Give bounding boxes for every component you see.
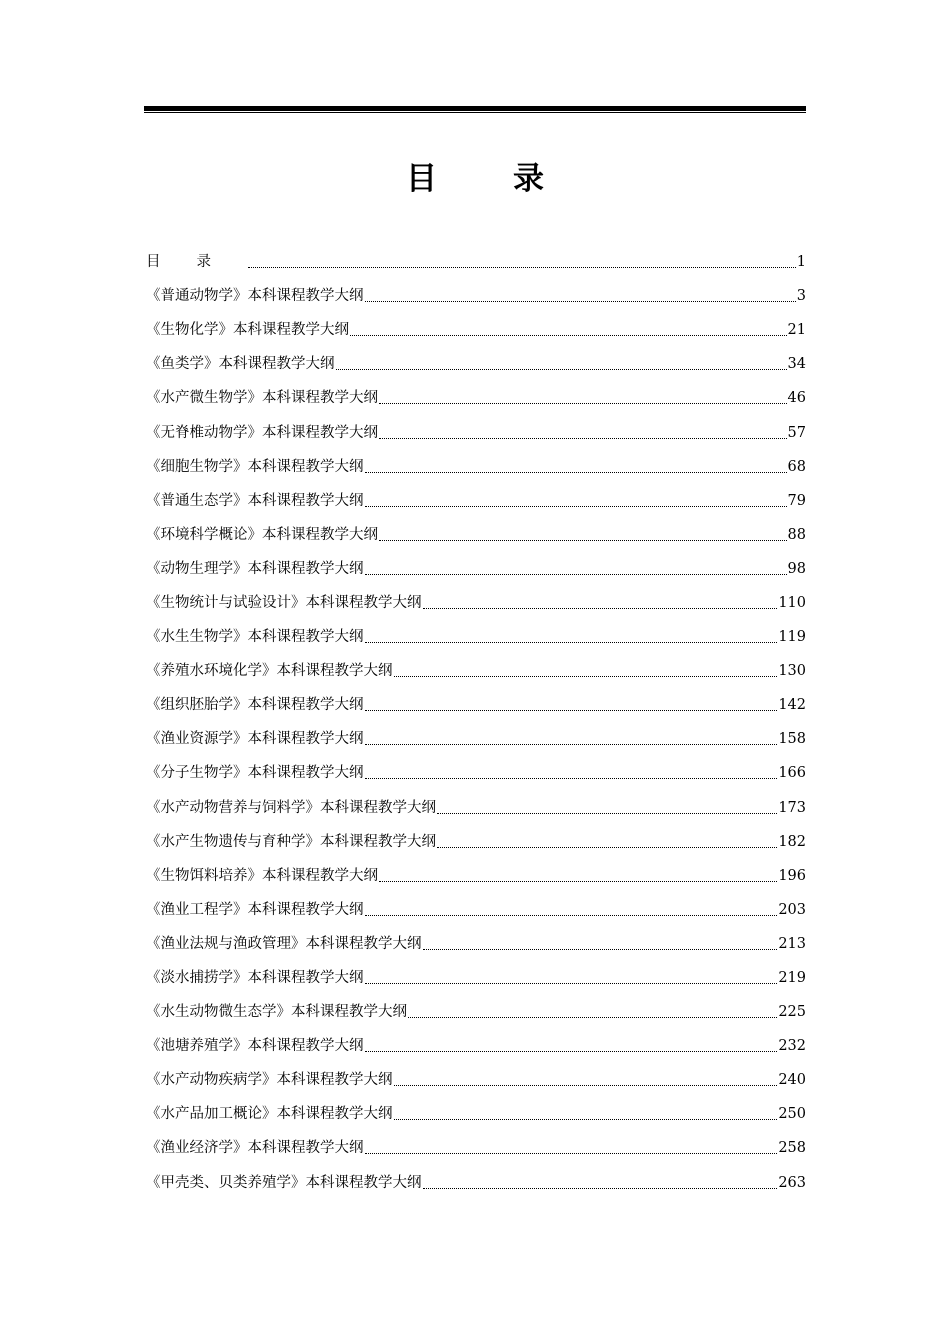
toc-entry-page-number[interactable]: 263: [778, 1174, 806, 1191]
toc-entry[interactable]: [146, 927, 806, 961]
toc-entry-title[interactable]: 《渔业资源学》本科课程教学大纲: [146, 731, 364, 748]
toc-dot-leader: [365, 1050, 778, 1052]
toc-entry-title[interactable]: 《动物生理学》本科课程教学大纲: [146, 560, 364, 577]
toc-entry-title[interactable]: 目录: [146, 254, 247, 271]
toc-dot-leader: [408, 1016, 777, 1018]
toc-entry-title[interactable]: 《养殖水环境化学》本科课程教学大纲: [146, 663, 393, 680]
toc-entry-title[interactable]: 《水产动物疾病学》本科课程教学大纲: [146, 1072, 393, 1089]
toc-entry[interactable]: [146, 688, 806, 722]
table-of-contents: [146, 245, 806, 1200]
toc-entry-page-number[interactable]: 79: [787, 492, 806, 509]
toc-entry[interactable]: [146, 313, 806, 347]
toc-entry-title[interactable]: 《渔业工程学》本科课程教学大纲: [146, 901, 364, 918]
toc-entry[interactable]: [146, 552, 806, 586]
toc-entry[interactable]: [146, 1131, 806, 1165]
header-rule-thin: [144, 112, 806, 113]
toc-dot-leader: [365, 1152, 778, 1154]
toc-entry-page-number[interactable]: 219: [778, 970, 806, 987]
toc-entry-title[interactable]: 《生物化学》本科课程教学大纲: [146, 322, 349, 339]
toc-entry-page-number[interactable]: 21: [787, 322, 806, 339]
toc-entry[interactable]: [146, 620, 806, 654]
toc-entry[interactable]: [146, 450, 806, 484]
toc-entry-title[interactable]: 《渔业经济学》本科课程教学大纲: [146, 1140, 364, 1157]
toc-entry[interactable]: [146, 961, 806, 995]
toc-entry-page-number[interactable]: 88: [787, 526, 806, 543]
toc-entry-title[interactable]: 《水产品加工概论》本科课程教学大纲: [146, 1106, 393, 1123]
toc-entry-title[interactable]: 《普通生态学》本科课程教学大纲: [146, 492, 364, 509]
toc-entry[interactable]: [146, 586, 806, 620]
toc-entry[interactable]: [146, 791, 806, 825]
toc-entry-title[interactable]: 《水产微生物学》本科课程教学大纲: [146, 390, 378, 407]
toc-dot-leader: [336, 368, 787, 370]
toc-entry-title[interactable]: 《甲壳类、贝类养殖学》本科课程教学大纲: [146, 1174, 422, 1191]
toc-entry-page-number[interactable]: 225: [778, 1004, 806, 1021]
toc-dot-leader: [365, 914, 778, 916]
toc-dot-leader: [423, 948, 778, 950]
toc-entry-page-number[interactable]: 258: [778, 1140, 806, 1157]
toc-entry-title[interactable]: 《组织胚胎学》本科课程教学大纲: [146, 697, 364, 714]
toc-entry[interactable]: [146, 245, 806, 279]
toc-entry-page-number[interactable]: 68: [787, 458, 806, 475]
toc-entry-page-number[interactable]: 203: [778, 901, 806, 918]
toc-dot-leader: [365, 505, 787, 507]
toc-dot-leader: [379, 437, 787, 439]
toc-entry-page-number[interactable]: 182: [778, 833, 806, 850]
toc-entry[interactable]: [146, 654, 806, 688]
toc-dot-leader: [437, 812, 777, 814]
toc-dot-leader: [423, 607, 778, 609]
toc-entry-title[interactable]: 《渔业法规与渔政管理》本科课程教学大纲: [146, 935, 422, 952]
toc-entry-page-number[interactable]: 130: [778, 663, 806, 680]
toc-entry-page-number[interactable]: 213: [778, 935, 806, 952]
toc-entry-title[interactable]: 《生物饵料培养》本科课程教学大纲: [146, 867, 378, 884]
toc-entry-title[interactable]: 《淡水捕捞学》本科课程教学大纲: [146, 970, 364, 987]
toc-entry-page-number[interactable]: 46: [787, 390, 806, 407]
toc-entry[interactable]: [146, 893, 806, 927]
toc-entry[interactable]: [146, 484, 806, 518]
toc-dot-leader: [365, 709, 778, 711]
toc-dot-leader: [365, 300, 796, 302]
toc-entry-title[interactable]: 《生物统计与试验设计》本科课程教学大纲: [146, 594, 422, 611]
toc-entry-page-number[interactable]: 110: [778, 594, 806, 611]
toc-entry-page-number[interactable]: 240: [778, 1072, 806, 1089]
toc-dot-leader: [365, 573, 787, 575]
toc-dot-leader: [365, 777, 778, 779]
toc-entry[interactable]: [146, 722, 806, 756]
toc-entry[interactable]: [146, 1166, 806, 1200]
toc-entry[interactable]: [146, 1029, 806, 1063]
toc-entry-title[interactable]: 《水产动物营养与饲料学》本科课程教学大纲: [146, 799, 436, 816]
toc-dot-leader: [248, 266, 796, 268]
toc-entry[interactable]: [146, 756, 806, 790]
toc-entry-page-number[interactable]: 142: [778, 697, 806, 714]
toc-dot-leader: [423, 1187, 778, 1189]
toc-dot-leader: [437, 846, 777, 848]
toc-entry-title[interactable]: 《细胞生物学》本科课程教学大纲: [146, 458, 364, 475]
toc-entry-title[interactable]: 《鱼类学》本科课程教学大纲: [146, 356, 335, 373]
toc-entry-page-number[interactable]: 158: [778, 731, 806, 748]
toc-entry[interactable]: [146, 279, 806, 313]
toc-entry-title[interactable]: 《分子生物学》本科课程教学大纲: [146, 765, 364, 782]
toc-entry-title[interactable]: 《水生动物微生态学》本科课程教学大纲: [146, 1004, 407, 1021]
toc-dot-leader: [394, 1084, 778, 1086]
toc-entry-page-number[interactable]: 232: [778, 1038, 806, 1055]
toc-dot-leader: [379, 402, 787, 404]
toc-dot-leader: [379, 539, 787, 541]
toc-entry-page-number[interactable]: 98: [787, 560, 806, 577]
toc-dot-leader: [365, 743, 778, 745]
toc-entry-title[interactable]: 《普通动物学》本科课程教学大纲: [146, 288, 364, 305]
toc-entry-page-number[interactable]: 166: [778, 765, 806, 782]
toc-entry-page-number[interactable]: 34: [787, 356, 806, 373]
toc-dot-leader: [350, 334, 787, 336]
toc-entry[interactable]: [146, 1063, 806, 1097]
page-title: 目录: [406, 161, 620, 197]
toc-entry-page-number[interactable]: 119: [778, 629, 806, 646]
toc-entry-title[interactable]: 《无脊椎动物学》本科课程教学大纲: [146, 424, 378, 441]
toc-entry-page-number[interactable]: 173: [778, 799, 806, 816]
header-rule-thick: [144, 106, 806, 111]
toc-dot-leader: [394, 675, 778, 677]
toc-entry-title[interactable]: 《水生生物学》本科课程教学大纲: [146, 629, 364, 646]
toc-entry-title[interactable]: 《池塘养殖学》本科课程教学大纲: [146, 1038, 364, 1055]
toc-entry[interactable]: [146, 381, 806, 415]
toc-entry-page-number[interactable]: 250: [778, 1106, 806, 1123]
toc-entry-page-number[interactable]: 196: [778, 867, 806, 884]
toc-entry[interactable]: [146, 518, 806, 552]
toc-dot-leader: [365, 641, 778, 643]
toc-entry[interactable]: [146, 1097, 806, 1131]
toc-entry-page-number[interactable]: 1: [796, 254, 806, 271]
toc-dot-leader: [365, 982, 778, 984]
toc-entry-title[interactable]: 《环境科学概论》本科课程教学大纲: [146, 526, 378, 543]
toc-entry-page-number[interactable]: 57: [787, 424, 806, 441]
toc-entry-page-number[interactable]: 3: [796, 288, 806, 305]
toc-dot-leader: [365, 471, 787, 473]
toc-entry[interactable]: [146, 859, 806, 893]
toc-entry[interactable]: [146, 347, 806, 381]
toc-entry[interactable]: [146, 825, 806, 859]
toc-entry[interactable]: [146, 415, 806, 449]
toc-entry[interactable]: [146, 995, 806, 1029]
toc-entry-title[interactable]: 《水产生物遗传与育种学》本科课程教学大纲: [146, 833, 436, 850]
toc-dot-leader: [394, 1118, 778, 1120]
toc-dot-leader: [379, 880, 777, 882]
